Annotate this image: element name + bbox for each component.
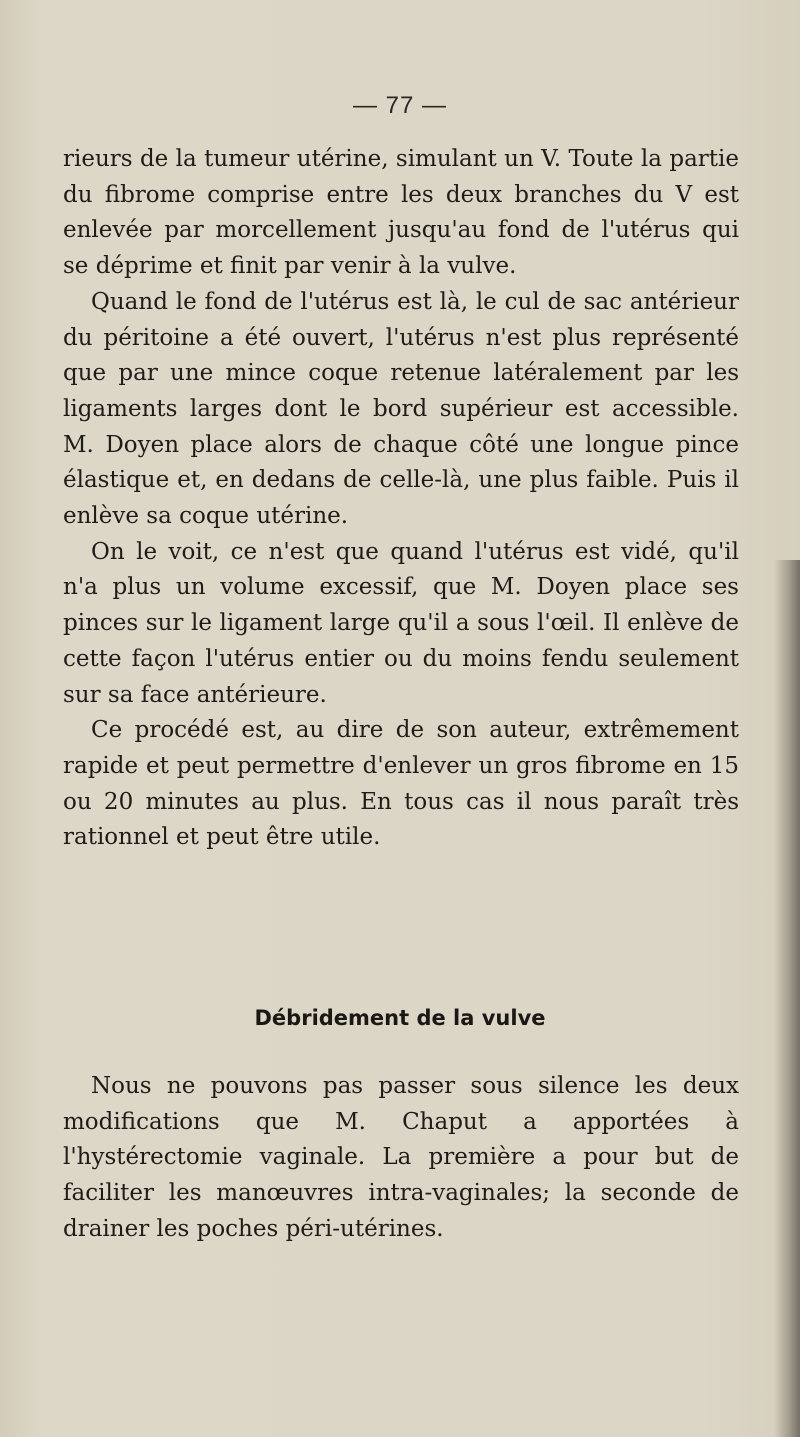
page-edge-shadow bbox=[774, 560, 800, 1437]
paragraph: Ce procédé est, au dire de son auteur, extrêmement rapide et peut permettre d'enlever un gros fibrome en 15 ou 20 minutes au plus. En tous cas il nous paraît très rationnel et peut être utile. bbox=[63, 717, 739, 851]
paragraph-continued: rieurs de la tumeur utérine, simulant un V. Toute la partie du fibrome comprise entre les deux branches du V est enlevée par morcellement jusqu'au fond de l'utérus qui se déprime et finit par venir à la vulve. bbox=[63, 146, 739, 280]
section-body-text bbox=[63, 1069, 739, 1248]
paragraph: Nous ne pouvons pas passer sous silence les deux modifications que M. Chaput a apportées à l'hystérectomie vaginale. La première a pour but de faciliter les manœuvres intra-vaginales; la seconde de drainer les poches péri-utérines. bbox=[63, 1073, 739, 1242]
paragraph: Quand le fond de l'utérus est là, le cul de sac antérieur du péritoine a été ouvert, l'utérus n'est plus représenté que par une mince coque retenue latéralement par les ligaments larges dont le bord supérieur est accessible. M. Doyen place alors de chaque côté une longue pince élastique et, en dedans de celle-là, une plus faible. Puis il enlève sa coque utérine. bbox=[63, 288, 739, 530]
paragraph: On le voit, ce n'est que quand l'utérus est vidé, qu'il n'a plus un volume excessif, que M. Doyen place ses pinces sur le ligament large qu'il a sous l'œil. Il enlève de cette façon l'utérus entier ou du moins fendu seulement sur sa face antérieure. bbox=[63, 538, 739, 708]
page-number: — 77 — bbox=[352, 92, 448, 119]
section-heading: Débridement de la vulve bbox=[254, 1006, 546, 1030]
body-text bbox=[63, 142, 739, 856]
